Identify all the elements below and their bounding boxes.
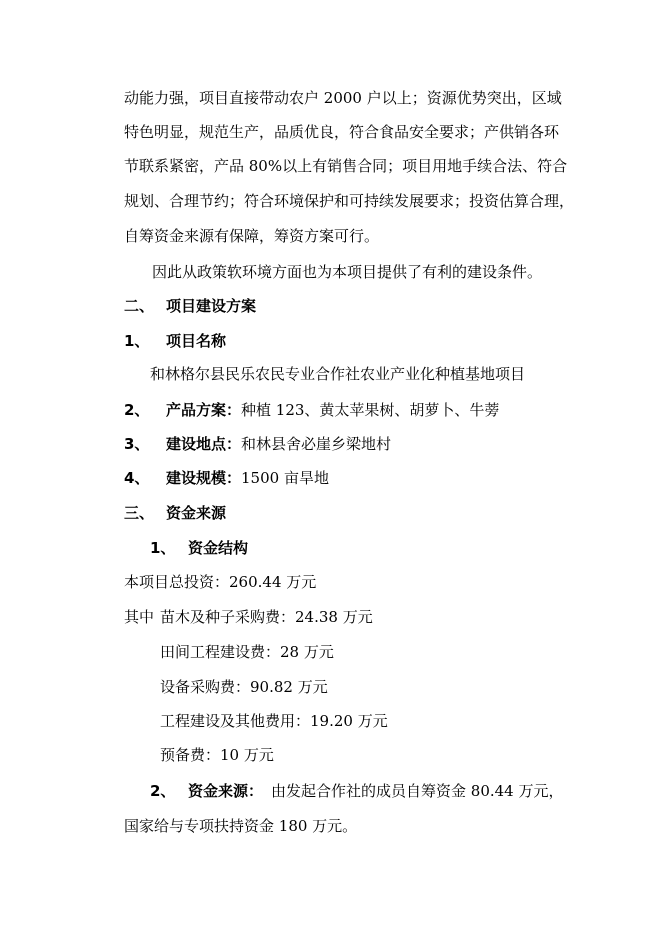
item-1-heading: [124, 331, 226, 351]
total-investment: 本项目总投资：260.44 万元: [124, 573, 317, 591]
intro-line-5: 自筹资金来源有保障，筹资方案可行。: [124, 227, 380, 245]
intro-line-2: 特色明显，规范生产，品质优良，符合食品安全要求；产供销各环: [124, 123, 560, 141]
intro-line-1: 动能力强，项目直接带动农户 2000 户以上；资源优势突出，区域: [124, 89, 562, 107]
sub-1-number: 1、: [150, 539, 176, 557]
item-2-value: 种植 123、黄太苹果树、胡萝卜、牛蒡: [241, 401, 500, 419]
item-2-number: 2、: [124, 401, 150, 419]
item-1-title: 项目名称: [166, 332, 227, 350]
item-3-value: 和林县舍必崖乡梁地村: [241, 435, 392, 453]
item-3-number: 3、: [124, 435, 150, 453]
sub-2-row: [150, 781, 564, 801]
sub-2-text-line-1: 由发起合作社的成员自筹资金 80.44 万元，: [271, 782, 564, 800]
sub-1-heading: [150, 538, 248, 558]
breakdown-item: 田间工程建设费：28 万元: [160, 643, 334, 661]
item-4-number: 4、: [124, 469, 150, 487]
sub-1-title: 资金结构: [188, 539, 249, 557]
item-2-row: [124, 400, 499, 420]
section-2-heading: [124, 296, 256, 316]
item-4-title: 建设规模：: [166, 469, 242, 487]
item-1-number: 1、: [124, 332, 150, 350]
item-2-title: 产品方案：: [166, 401, 242, 419]
conclusion-text: 因此从政策软环境方面也为本项目提供了有利的建设条件。: [152, 263, 543, 281]
item-4-row: [124, 468, 329, 488]
breakdown-item: 工程建设及其他费用：19.20 万元: [160, 712, 388, 730]
breakdown-item: 苗木及种子采购费：24.38 万元: [160, 608, 373, 626]
breakdown-row-1: [124, 607, 373, 627]
sub-2-text-line-2: 国家给与专项扶持资金 180 万元。: [124, 817, 358, 835]
section-3-heading: [124, 503, 226, 523]
breakdown-item: 预备费：10 万元: [160, 746, 274, 764]
item-4-value: 1500 亩旱地: [241, 469, 329, 487]
item-1-value: 和林格尔县民乐农民专业合作社农业产业化种植基地项目: [150, 365, 526, 383]
section-2-title: 项目建设方案: [166, 297, 257, 315]
item-3-row: [124, 434, 391, 454]
section-2-number: 二、: [124, 297, 155, 315]
intro-line-3: 节联系紧密，产品 80%以上有销售合同；项目用地手续合法、符合: [124, 157, 568, 175]
sub-2-title: 资金来源：: [188, 782, 264, 800]
item-3-title: 建设地点：: [166, 435, 242, 453]
breakdown-prefix: 其中: [124, 608, 155, 626]
section-3-title: 资金来源: [166, 504, 227, 522]
breakdown-item: 设备采购费：90.82 万元: [160, 678, 328, 696]
intro-line-4: 规划、合理节约；符合环境保护和可持续发展要求；投资估算合理，: [124, 192, 575, 210]
sub-2-number: 2、: [150, 782, 176, 800]
section-3-number: 三、: [124, 504, 155, 522]
